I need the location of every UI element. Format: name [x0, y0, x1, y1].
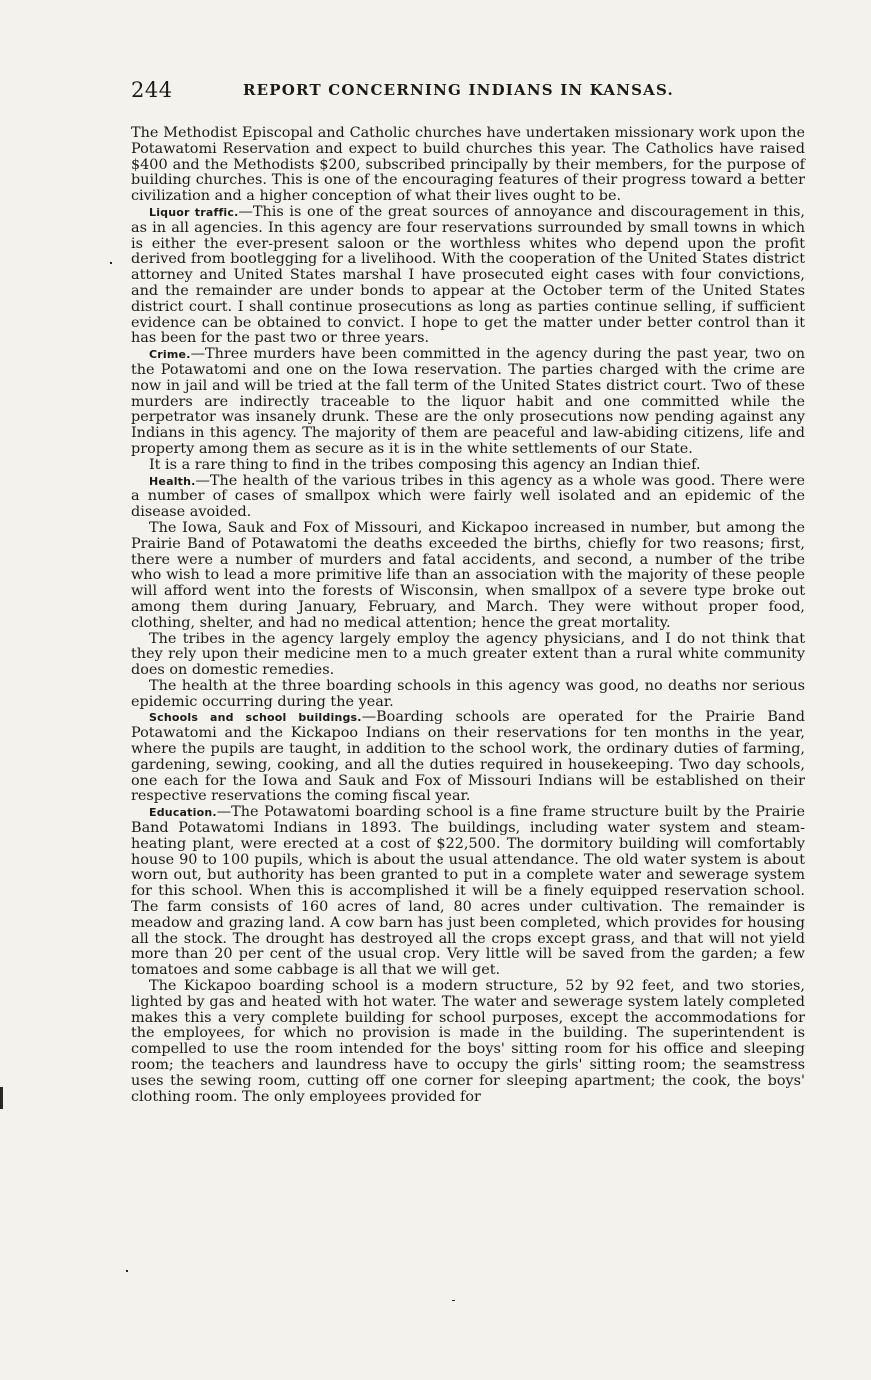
page-edge-mark [0, 1087, 3, 1109]
page-header [131, 78, 805, 108]
section-heading: Liquor traffic. [149, 205, 239, 219]
section-heading: Schools and school buildings. [149, 711, 362, 725]
paragraph [131, 458, 805, 474]
bleed-dot [452, 1300, 455, 1301]
paragraph-text: It is a rare thing to find in the tribes composing this agency an Indian thief. [149, 456, 701, 473]
paragraph-text: —The health of the various tribes in this agency as a whole was good. There were a number of cases of smallpox which were fairly well isolated and an epidemic of the disease avoided. [131, 472, 805, 521]
section-heading: Health. [149, 474, 196, 488]
section-heading: Crime. [149, 348, 191, 362]
running-head: REPORT CONCERNING INDIANS IN KANSAS. [243, 81, 674, 99]
paragraph-text: —Boarding schools are operated for the Prairie Band Potawatomi and the Kickapoo Indians on their reservations for ten months in the year, where the pupils are taught, in addition to the school work, the ordinary duties of farming, gardening, sewing, cooking, and all the duties required in housekeeping. Two day schools, one each for the Iowa and Sauk and Fox of Missouri Indians will be established on their respective reservations the coming fiscal year. [131, 709, 805, 805]
paragraph-text: —The Potawatomi boarding school is a fine frame structure built by the Prairie Band Potawatomi Indians in 1893. The buildings, including water system and steam-heating plant, were erected at a cost of $22,500. The dormitory building will comfortably house 90 to 100 pupils, which is about the usual attendance. The old water system is about worn out, but authority has been granted to put in a complete water and sewerage system for this school. When this is accomplished it will be a finely equipped reservation school. The farm consists of 160 acres of land, 80 acres under cultivation. The remainder is meadow and grazing land. A cow barn has just been completed, which provides for housing all the stock. The drought has destroyed all the crops except grass, and that will not yield more than 20 per cent of the usual crop. Very little will be saved from the garden; a few tomatoes and some cabbage is all that we will get. [131, 804, 805, 979]
bleed-dot [126, 1270, 128, 1272]
paragraph [131, 679, 805, 711]
paragraph [131, 632, 805, 679]
paragraph [131, 347, 805, 458]
paragraph [131, 205, 805, 347]
section-heading: Education. [149, 806, 217, 820]
paragraph-text: The tribes in the agency largely employ the agency physicians, and I do not think that they rely upon their medicine men to a much greater extent than a rural white community does on domestic remedies. [131, 630, 805, 679]
paragraph [131, 710, 805, 805]
body-text [131, 126, 805, 1105]
paragraph-text: The Methodist Episcopal and Catholic churches have undertaken missionary work upon the Potawatomi Reservation and expect to build churches this year. The Catholics have raised $400 and the Methodists $200, subscribed principally by their members, for the purpose of building churches. This is one of the encouraging features of their progress toward a better civilization and a higher conception of what their lives ought to be. [131, 125, 805, 205]
bleed-dot [110, 262, 112, 264]
paragraph [131, 979, 805, 1105]
paragraph-text: —Three murders have been committed in the agency during the past year, two on the Potawatomi and one on the Iowa reservation. The parties charged with the crime are now in jail and will be tried at the fall term of the United States district court. Two of these murders are indirectly traceable to the liquor habit and one committed while the perpetrator was insanely drunk. These are the only prosecutions now pending against any Indians in this agency. The majority of them are peaceful and law-abiding citizens, life and property among them as secure as it is in the white settlements of our State. [131, 346, 805, 457]
paragraph-text: —This is one of the great sources of annoyance and discouragement in this, as in all agencies. In this agency are four reservations surrounded by small towns in which is either the ever-present saloon or the worthless whites who depend upon the profit derived from bootlegging for a livelihood. With the cooperation of the United States district attorney and United States marshal I have prosecuted eight cases with four convictions, and the remainder are under bonds to appear at the October term of the United States district court. I shall continue prosecutions as long as parties continue selling, if sufficient evidence can be obtained to convict. I hope to get the matter under better control than it has been for the past two or three years. [131, 203, 805, 347]
paragraph-text: The Kickapoo boarding school is a modern structure, 52 by 92 feet, and two stories, lighted by gas and heated with hot water. The water and sewerage system lately completed makes this a very complete building for school purposes, except the accommodations for the employees, for which no provision is made in the building. The superintendent is compelled to use the room intended for the boys' sitting room for his office and sleeping room; the teachers and laundress have to occupy the girls' sitting room; the seamstress uses the sewing room, cutting off one corner for sleeping apartment; the cook, the boys' clothing room. The only employees provided for [131, 978, 805, 1105]
paragraph-text: The Iowa, Sauk and Fox of Missouri, and Kickapoo increased in number, but among the Prairie Band of Potawatomi the deaths exceeded the births, chiefly for two reasons; first, there were a number of murders and fatal accidents, and second, a number of the tribe who wish to lead a more primitive life than an association with the majority of these people will afford went into the forests of Wisconsin, when smallpox of a severe type broke out among them during January, February, and March. They were without proper food, clothing, shelter, and had no medical attention; hence the great mortality. [131, 519, 805, 631]
paragraph [131, 521, 805, 632]
page [131, 78, 805, 1105]
paragraph [131, 474, 805, 521]
page-number: 244 [131, 78, 173, 102]
paragraph [131, 805, 805, 979]
paragraph-text: The health at the three boarding schools in this agency was good, no deaths nor serious epidemic occurring during the year. [131, 677, 805, 710]
paragraph [131, 126, 805, 205]
